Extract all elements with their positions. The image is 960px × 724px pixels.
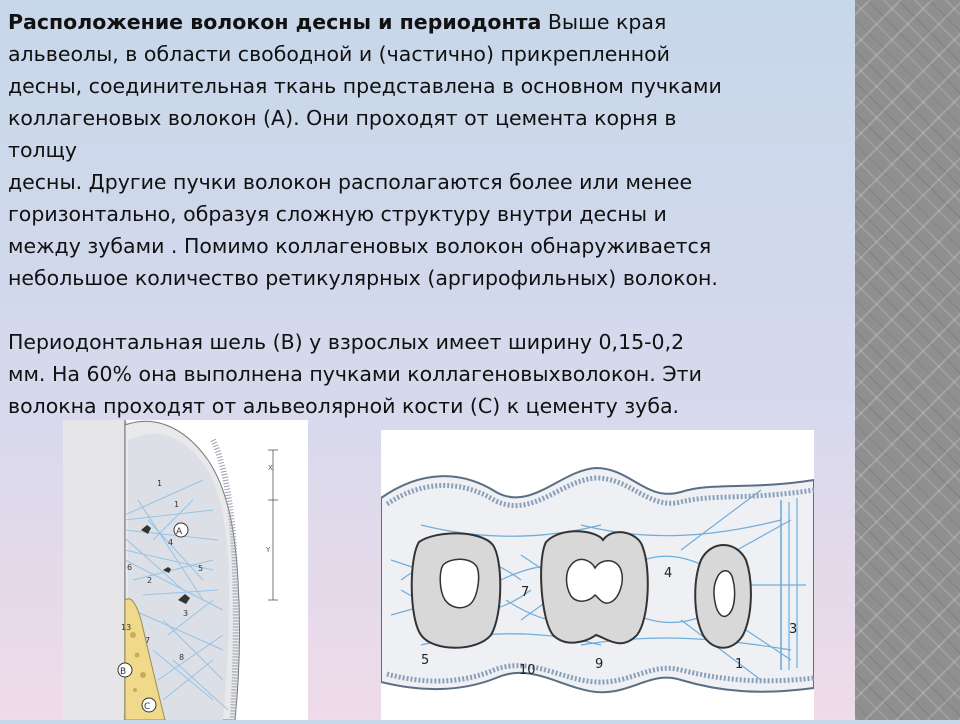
label-5: 5 xyxy=(198,564,204,573)
teeth-section-illustration xyxy=(381,430,814,720)
gingiva-section-illustration xyxy=(63,420,308,720)
label-b: B xyxy=(120,667,127,677)
label-13: 13 xyxy=(121,623,132,632)
label-4: 4 xyxy=(664,566,673,581)
label-c: C xyxy=(144,702,151,712)
slide-text xyxy=(8,6,848,422)
text-line: между зубами . Помимо коллагеновых волокон обнаруживается xyxy=(8,234,712,258)
label-3: 3 xyxy=(183,609,189,618)
text-line: десны. Другие пучки волокон располагаются более или менее xyxy=(8,170,693,194)
paragraph-gingiva xyxy=(8,6,848,294)
paragraph-periodontium xyxy=(8,326,848,422)
label-3: 3 xyxy=(789,622,798,637)
label-5: 5 xyxy=(421,653,430,668)
gingiva-section-figure xyxy=(63,420,308,720)
teeth-section-figure xyxy=(381,430,814,720)
label-a: A xyxy=(176,527,183,537)
text-line: толщу xyxy=(8,138,78,162)
label-7: 7 xyxy=(145,636,151,645)
paragraph-gap xyxy=(8,294,848,326)
label-1-second: 1 xyxy=(174,500,180,509)
text-line: альвеолы, в области свободной и (частично) прикрепленной xyxy=(8,42,670,66)
text-line: десны, соединительная ткань представлена в основном пучками xyxy=(8,74,722,98)
label-2: 2 xyxy=(147,576,153,585)
text-line: горизонтально, образуя сложную структуру внутри десны и xyxy=(8,202,667,226)
label-7: 7 xyxy=(521,585,530,600)
text-line: Периодонтальная шель (В) у взрослых имеет ширину 0,15-0,2 xyxy=(8,330,685,354)
label-1: 1 xyxy=(735,657,744,672)
text-line: коллагеновых волокон (А). Они проходят от цемента корня в xyxy=(8,106,677,130)
text-line: Выше края xyxy=(541,10,667,34)
text-line: мм. На 60% она выполнена пучками коллагеновыхволокон. Эти xyxy=(8,362,702,386)
label-9: 9 xyxy=(595,657,604,672)
label-6: 6 xyxy=(127,563,133,572)
label-10: 10 xyxy=(519,663,536,678)
text-line: небольшое количество ретикулярных (аргирофильных) волокон. xyxy=(8,266,718,290)
label-4: 4 xyxy=(168,538,174,547)
label-8: 8 xyxy=(179,653,185,662)
label-1: 1 xyxy=(157,479,163,488)
decorative-side-pattern xyxy=(855,0,960,720)
text-line: волокна проходят от альвеолярной кости (С) к цементу зуба. xyxy=(8,394,680,418)
slide-title: Расположение волокон десны и периодонта xyxy=(8,10,542,34)
label-x: X xyxy=(268,464,273,472)
label-y: Y xyxy=(266,546,271,554)
